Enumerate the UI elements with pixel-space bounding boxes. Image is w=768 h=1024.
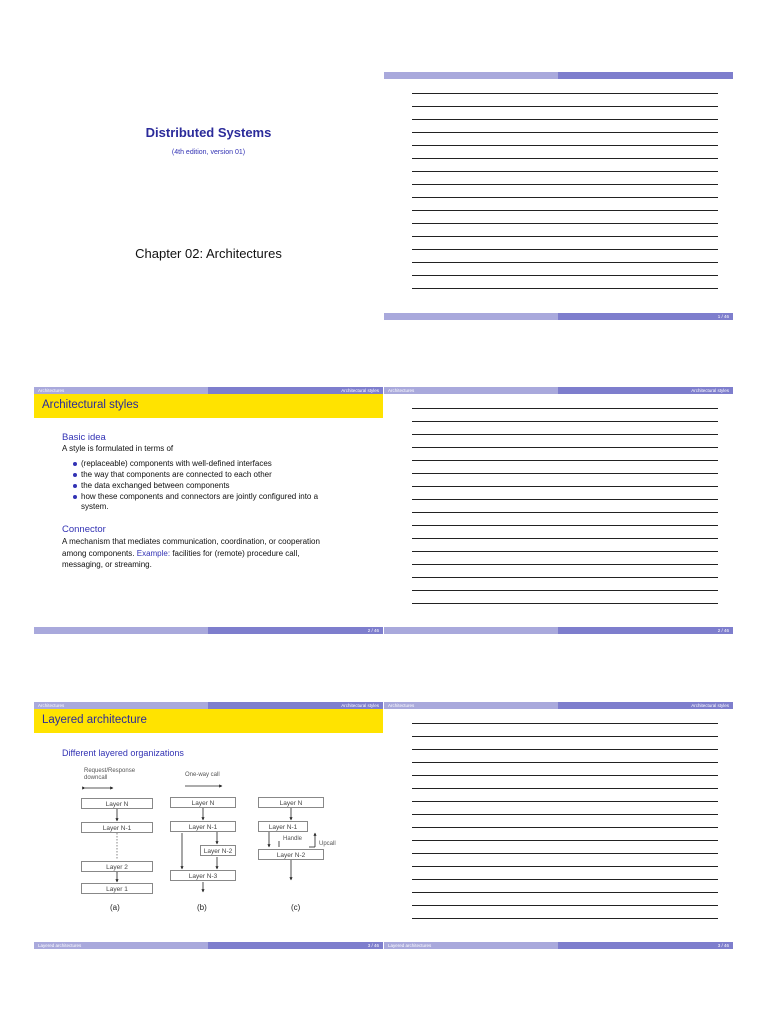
slide-3-header-right: Architectural styles bbox=[341, 703, 379, 708]
b-layer-n-2: Layer N-2 bbox=[200, 845, 236, 856]
b-layer-n: Layer N bbox=[170, 797, 236, 808]
legend-downcall: downcall bbox=[84, 775, 108, 781]
notes-2-header-right: Architectural styles bbox=[691, 388, 729, 393]
notes-3-footer-bar bbox=[384, 942, 733, 949]
slide-3-page-number: 3 / 46 bbox=[367, 943, 379, 948]
b-layer-n-3: Layer N-3 bbox=[170, 870, 236, 881]
slide-1-title bbox=[34, 72, 383, 323]
connector-line-2a: among components. bbox=[62, 548, 135, 558]
slide-2-header-left: Architectures bbox=[38, 388, 65, 393]
slide-3-footer-bar bbox=[34, 942, 383, 949]
connector-line-1: A mechanism that mediates communication, coordination, or cooperation bbox=[62, 537, 320, 546]
notes-2-header-left: Architectures bbox=[388, 388, 415, 393]
notes-3-footer-left: Layered architectures bbox=[388, 943, 432, 948]
slide-3-subheading: Different layered organizations bbox=[62, 748, 184, 758]
legend-one-way-call: One-way call bbox=[185, 772, 220, 778]
slide-1-subtitle: (4th edition, version 01) bbox=[171, 149, 246, 156]
caption-c: (c) bbox=[291, 903, 301, 912]
slide-2-connector-text bbox=[62, 536, 382, 571]
caption-a: (a) bbox=[110, 903, 120, 912]
list-item: how these components and connectors are jointly configured into a bbox=[62, 491, 362, 502]
slide-2-header-right: Architectural styles bbox=[341, 388, 379, 393]
notes-1-header-bar bbox=[384, 72, 733, 79]
legend-request-response: Request/Response bbox=[84, 768, 136, 774]
slide-2-title-bar bbox=[34, 394, 383, 418]
slide-2 bbox=[34, 387, 383, 638]
connector-line-2b: facilities for (remote) procedure call, bbox=[172, 548, 300, 558]
notes-1-page-number: 1 / 46 bbox=[717, 314, 729, 319]
slide-2-connector-heading: Connector bbox=[62, 524, 106, 535]
notes-1-footer-bar bbox=[384, 313, 733, 320]
caption-b: (b) bbox=[197, 903, 207, 912]
list-item: the way that components are connected to each other bbox=[62, 469, 362, 480]
slide-3-title: Layered architecture bbox=[42, 714, 147, 726]
notes-3-page-number: 3 / 46 bbox=[717, 943, 729, 948]
notes-2-footer-bar bbox=[384, 627, 733, 634]
slide-2-basic-idea-heading: Basic idea bbox=[62, 432, 106, 443]
connector-line-2 bbox=[62, 548, 382, 560]
slide-2-page-number: 2 / 46 bbox=[367, 628, 379, 633]
a-layer-1: Layer 1 bbox=[81, 883, 153, 894]
b-layer-n-1: Layer N-1 bbox=[170, 821, 236, 832]
c-layer-n-2: Layer N-2 bbox=[258, 849, 324, 860]
slide-3-footer-left: Layered architectures bbox=[38, 943, 82, 948]
list-item: (replaceable) components with well-defined interfaces bbox=[62, 458, 362, 469]
layered-diagram bbox=[34, 702, 383, 953]
connector-example: Example: bbox=[136, 548, 171, 558]
slide-3-header-left: Architectures bbox=[38, 703, 65, 708]
slide-1-chapter: Chapter 02: Architectures bbox=[135, 246, 282, 261]
list-item: the data exchanged between components bbox=[62, 480, 362, 491]
slide-2-title: Architectural styles bbox=[42, 399, 139, 411]
slide-1-title-text: Distributed Systems bbox=[145, 125, 272, 140]
slide-2-footer-bar bbox=[34, 627, 383, 634]
slide-2-header-bar bbox=[34, 387, 383, 394]
slide-3 bbox=[34, 702, 383, 953]
a-layer-n-1: Layer N-1 bbox=[81, 822, 153, 833]
slide-2-basic-idea-intro: A style is formulated in terms of bbox=[62, 444, 174, 453]
c-handle-label: Handle bbox=[283, 836, 303, 842]
notes-2-page-number: 2 / 46 bbox=[717, 628, 729, 633]
slide-2-bullet-list bbox=[62, 458, 362, 502]
notes-3-header-left: Architectures bbox=[388, 703, 415, 708]
a-layer-n: Layer N bbox=[81, 798, 153, 809]
connector-line-3: messaging, or streaming. bbox=[62, 560, 152, 569]
a-layer-2: Layer 2 bbox=[81, 861, 153, 872]
notes-2-header-bar bbox=[384, 387, 733, 394]
notes-3-header-bar bbox=[384, 702, 733, 709]
c-layer-n-1: Layer N-1 bbox=[258, 821, 308, 832]
notes-3-header-right: Architectural styles bbox=[691, 703, 729, 708]
slide-2-bullet-continuation: system. bbox=[81, 502, 109, 511]
c-layer-n: Layer N bbox=[258, 797, 324, 808]
c-upcall-label: Upcall bbox=[319, 841, 336, 847]
